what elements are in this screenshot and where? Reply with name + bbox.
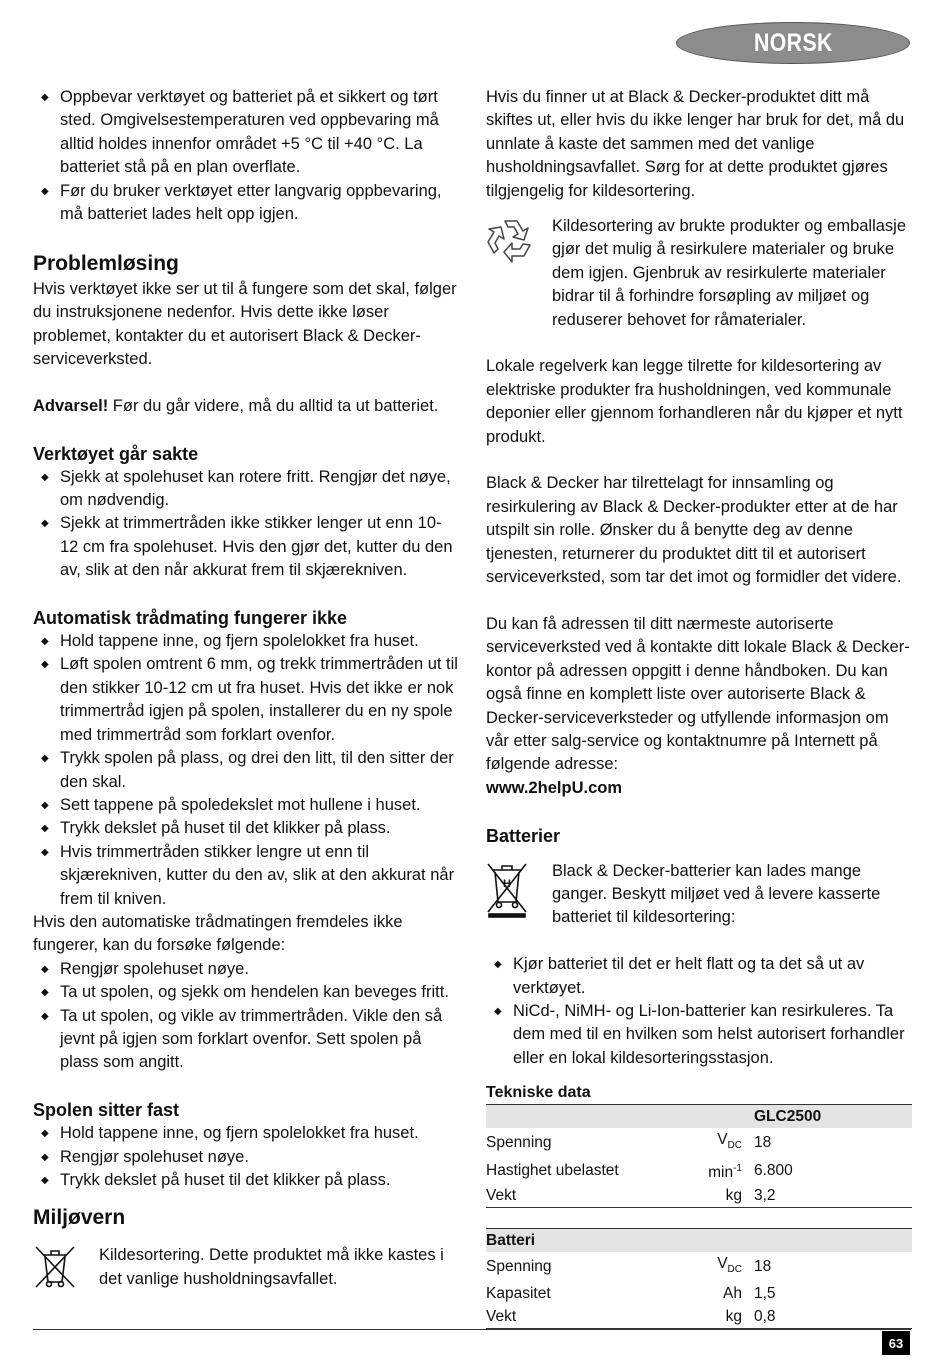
list-item: ◆ Før du bruker verktøyet etter langvarig oppbevaring, må batteriet lades helt opp igjen. xyxy=(33,180,458,227)
spec-unit: kg xyxy=(662,1184,754,1208)
battery-header-row xyxy=(486,1229,912,1253)
footer-divider xyxy=(33,1329,911,1330)
batteries-bullets xyxy=(486,953,914,1070)
list-item: ◆ Trykk dekslet på huset til det klikker på plass. xyxy=(33,817,458,840)
spec-label: Hastighet ubelastet xyxy=(486,1162,619,1180)
spec-value: 18 xyxy=(754,1134,772,1152)
battery-title: Batteri xyxy=(486,1229,912,1253)
warning-label: Advarsel! xyxy=(33,396,109,415)
crossed-battery-bin-icon xyxy=(486,860,552,925)
batteries-text: Black & Decker-batterier kan lades mange ganger. Beskytt miljøet ved å levere kasserte batteriet til kildesortering: xyxy=(552,861,881,927)
spec-value: 0,8 xyxy=(754,1305,912,1329)
spec-unit: Ah xyxy=(723,1284,742,1302)
spec-label: Spenning xyxy=(486,1134,552,1152)
list-item: ◆ Ta ut spolen, og vikle av trimmertråden. Vikle den så jevnt på igjen som forklart ovenfor. Sett spolen på plass som angitt. xyxy=(33,1005,458,1075)
recycle-block xyxy=(486,215,914,332)
weee-block xyxy=(33,1244,458,1297)
list-item: ◆ Løft spolen omtrent 6 mm, og trekk trimmertråden ut til den stikker 10-12 cm ut fra huset. Hvis det ikke er nok trimmertråd igjen på spolen, installerer du en ny spole med trimmertråd som forklart ovenfor. xyxy=(33,653,458,747)
list-item: ◆ Hold tappene inne, og fjern spolelokket fra huset. xyxy=(33,1122,458,1145)
battery-disposal-block xyxy=(486,860,914,930)
table-row xyxy=(486,1184,912,1208)
right-column xyxy=(486,86,914,1329)
list-item: ◆ NiCd-, NiMH- og Li-Ion-batterier kan resirkuleres. Ta dem med til en hvilken som helst autorisert forhandler eller en lokal kildesorteringsstasjon. xyxy=(486,1000,914,1070)
list-item: ◆ Rengjør spolehuset nøye. xyxy=(33,1146,458,1169)
autofeed-bullets xyxy=(33,630,458,911)
battery-icon-letter: H xyxy=(503,877,511,890)
spec-label: Vekt xyxy=(486,1184,662,1208)
subsection-title-stuck: Spolen sitter fast xyxy=(33,1100,180,1121)
spec-unit: kg xyxy=(662,1305,754,1329)
autofeed-text: Hvis den automatiske trådmatingen fremdeles ikke fungerer, kan du forsøke følgende: xyxy=(33,912,403,955)
table-row xyxy=(486,1252,912,1281)
crossed-bin-icon xyxy=(33,1244,99,1297)
page-number: 63 xyxy=(882,1331,910,1355)
list-item: ◆ Rengjør spolehuset nøye. xyxy=(33,958,458,981)
spec-label: Kapasitet xyxy=(486,1284,551,1302)
list-item: ◆ Ta ut spolen, og sjekk om hendelen kan beveges fritt. xyxy=(33,981,458,1004)
spec-unit: $\min^{-1}$ xyxy=(708,1163,742,1182)
disposal-text: Hvis du finner ut at Black & Decker-produktet ditt må skiftes ut, eller hvis du ikke lenger har bruk for det, må du unnlate å kaste det sammen med det vanlige husholdningsavfallet. Sørg for at dette produktet gjøres tilgjengelig for kildesortering. xyxy=(486,88,905,200)
subsection-title-autofeed: Automatisk trådmating fungerer ikke xyxy=(33,608,348,629)
recycle-text: Kildesortering av brukte produkter og emballasje gjør det mulig å resirkulere materialer og bruke dem igjen. Gjenbruk av resirkulerte materialer bidrar til å forhindre forsøpling av miljøet og reduserer behovet for råmaterialer. xyxy=(552,217,907,329)
list-item: ◆ Trykk dekslet på huset til det klikker på plass. xyxy=(33,1169,458,1192)
troubleshooting-text: Hvis verktøyet ikke ser ut til å fungere som det skal, følger du instruksjonene nedenfor. Hvis dette ikke løser problemet, kontakter du et autorisert Black & Decker-serviceverksted. xyxy=(33,279,457,369)
subsection-title-slow: Verktøyet går sakte xyxy=(33,443,199,464)
stuck-bullets xyxy=(33,1122,458,1192)
weee-text: Kildesortering. Dette produktet må ikke kastes i det vanlige husholdningsavfallet. xyxy=(99,1246,444,1288)
list-item: ◆ Sett tappene på spoledekslet mot hullene i huset. xyxy=(33,794,458,817)
spec-value: 1,5 xyxy=(754,1284,776,1302)
spec-value: 18 xyxy=(754,1258,772,1276)
spec-table xyxy=(486,1104,912,1328)
spec-label: Vekt xyxy=(486,1305,662,1329)
local-regulations-text: Lokale regelverk kan legge tilrette for kildesortering av elektriske produkter fra husholdningen, ved kommunale deponier eller gjennom forhandleren når du kjøper et nytt produkt. xyxy=(486,357,903,446)
spec-value: 6.800 xyxy=(754,1162,793,1180)
list-item: ◆ Trykk spolen på plass, og drei den litt, til den sitter der den skal. xyxy=(33,747,458,794)
section-title-environment: Miljøvern xyxy=(33,1206,126,1230)
slow-bullets xyxy=(33,466,458,583)
table-row xyxy=(486,1305,912,1329)
recycle-icon xyxy=(486,215,552,270)
warning-text: Før du går videre, må du alltid ta ut batteriet. xyxy=(108,396,439,415)
list-item: ◆ Kjør batteriet til det er helt flatt og ta det så ut av verktøyet. xyxy=(486,953,914,1000)
left-column xyxy=(33,86,458,1298)
spec-title: Tekniske data xyxy=(486,1084,591,1102)
spec-unit: $V_{DC}$ xyxy=(717,1131,742,1152)
list-item: ◆ Sjekk at spolehuset kan rotere fritt. Rengjør det nøye, om nødvendig. xyxy=(33,466,458,513)
autofeed-bullets-2 xyxy=(33,958,458,1075)
storage-bullets xyxy=(33,86,458,226)
table-row xyxy=(486,1128,912,1157)
spec-unit: $V_{DC}$ xyxy=(717,1255,742,1276)
spec-model: GLC2500 xyxy=(754,1105,912,1129)
table-row xyxy=(486,1282,912,1305)
table-row xyxy=(486,1157,912,1184)
language-badge xyxy=(676,22,910,64)
service-address-text: Du kan få adressen til ditt nærmeste autoriserte serviceverksted ved å kontakte ditt lokale Black & Decker-kontor på adressen oppgitt i denne håndboken. Du kan også finne en komplett liste over autoriserte Black & Decker-serviceverksteder og utfyllende informasjon om vår etter salg-service og kontaktnumre på Internett på følgende adresse: xyxy=(486,614,910,774)
list-item: ◆ Hold tappene inne, og fjern spolelokket fra huset. xyxy=(33,630,458,653)
list-item: ◆ Sjekk at trimmertråden ikke stikker lenger ut enn 10-12 cm fra spolehuset. Hvis den gjør det, kutter du den av, slik at den når akkurat frem til skjærekniven. xyxy=(33,512,458,582)
spec-label: Spenning xyxy=(486,1258,552,1276)
language-label: NORSK xyxy=(753,28,833,57)
spec-header-row xyxy=(486,1105,912,1129)
website-link[interactable]: www.2helpU.com xyxy=(486,778,622,797)
section-title-troubleshooting: Problemløsing xyxy=(33,251,179,275)
list-item: ◆ Hvis trimmertråden stikker lengre ut enn til skjærekniven, kutter du den av, slik at den akkurat når frem til kniven. xyxy=(33,841,458,911)
collection-text: Black & Decker har tilrettelagt for innsamling og resirkulering av Black & Decker-produkter etter at de har utspilt sin rolle. Ønsker du å benytte deg av denne tjenesten, returnerer du produktet ditt til et autorisert serviceverksted, som tar det imot og formidler det videre. xyxy=(486,474,902,587)
subsection-title-batteries: Batterier xyxy=(486,825,561,846)
warning-paragraph xyxy=(33,395,458,418)
list-item: ◆ Oppbevar verktøyet og batteriet på et sikkert og tørt sted. Omgivelsestemperaturen ved oppbevaring må alltid holdes innenfor området +5 °C til +40 °C. La batteriet stå på en plan overflate. xyxy=(33,86,458,180)
spec-value: 3,2 xyxy=(754,1184,912,1208)
